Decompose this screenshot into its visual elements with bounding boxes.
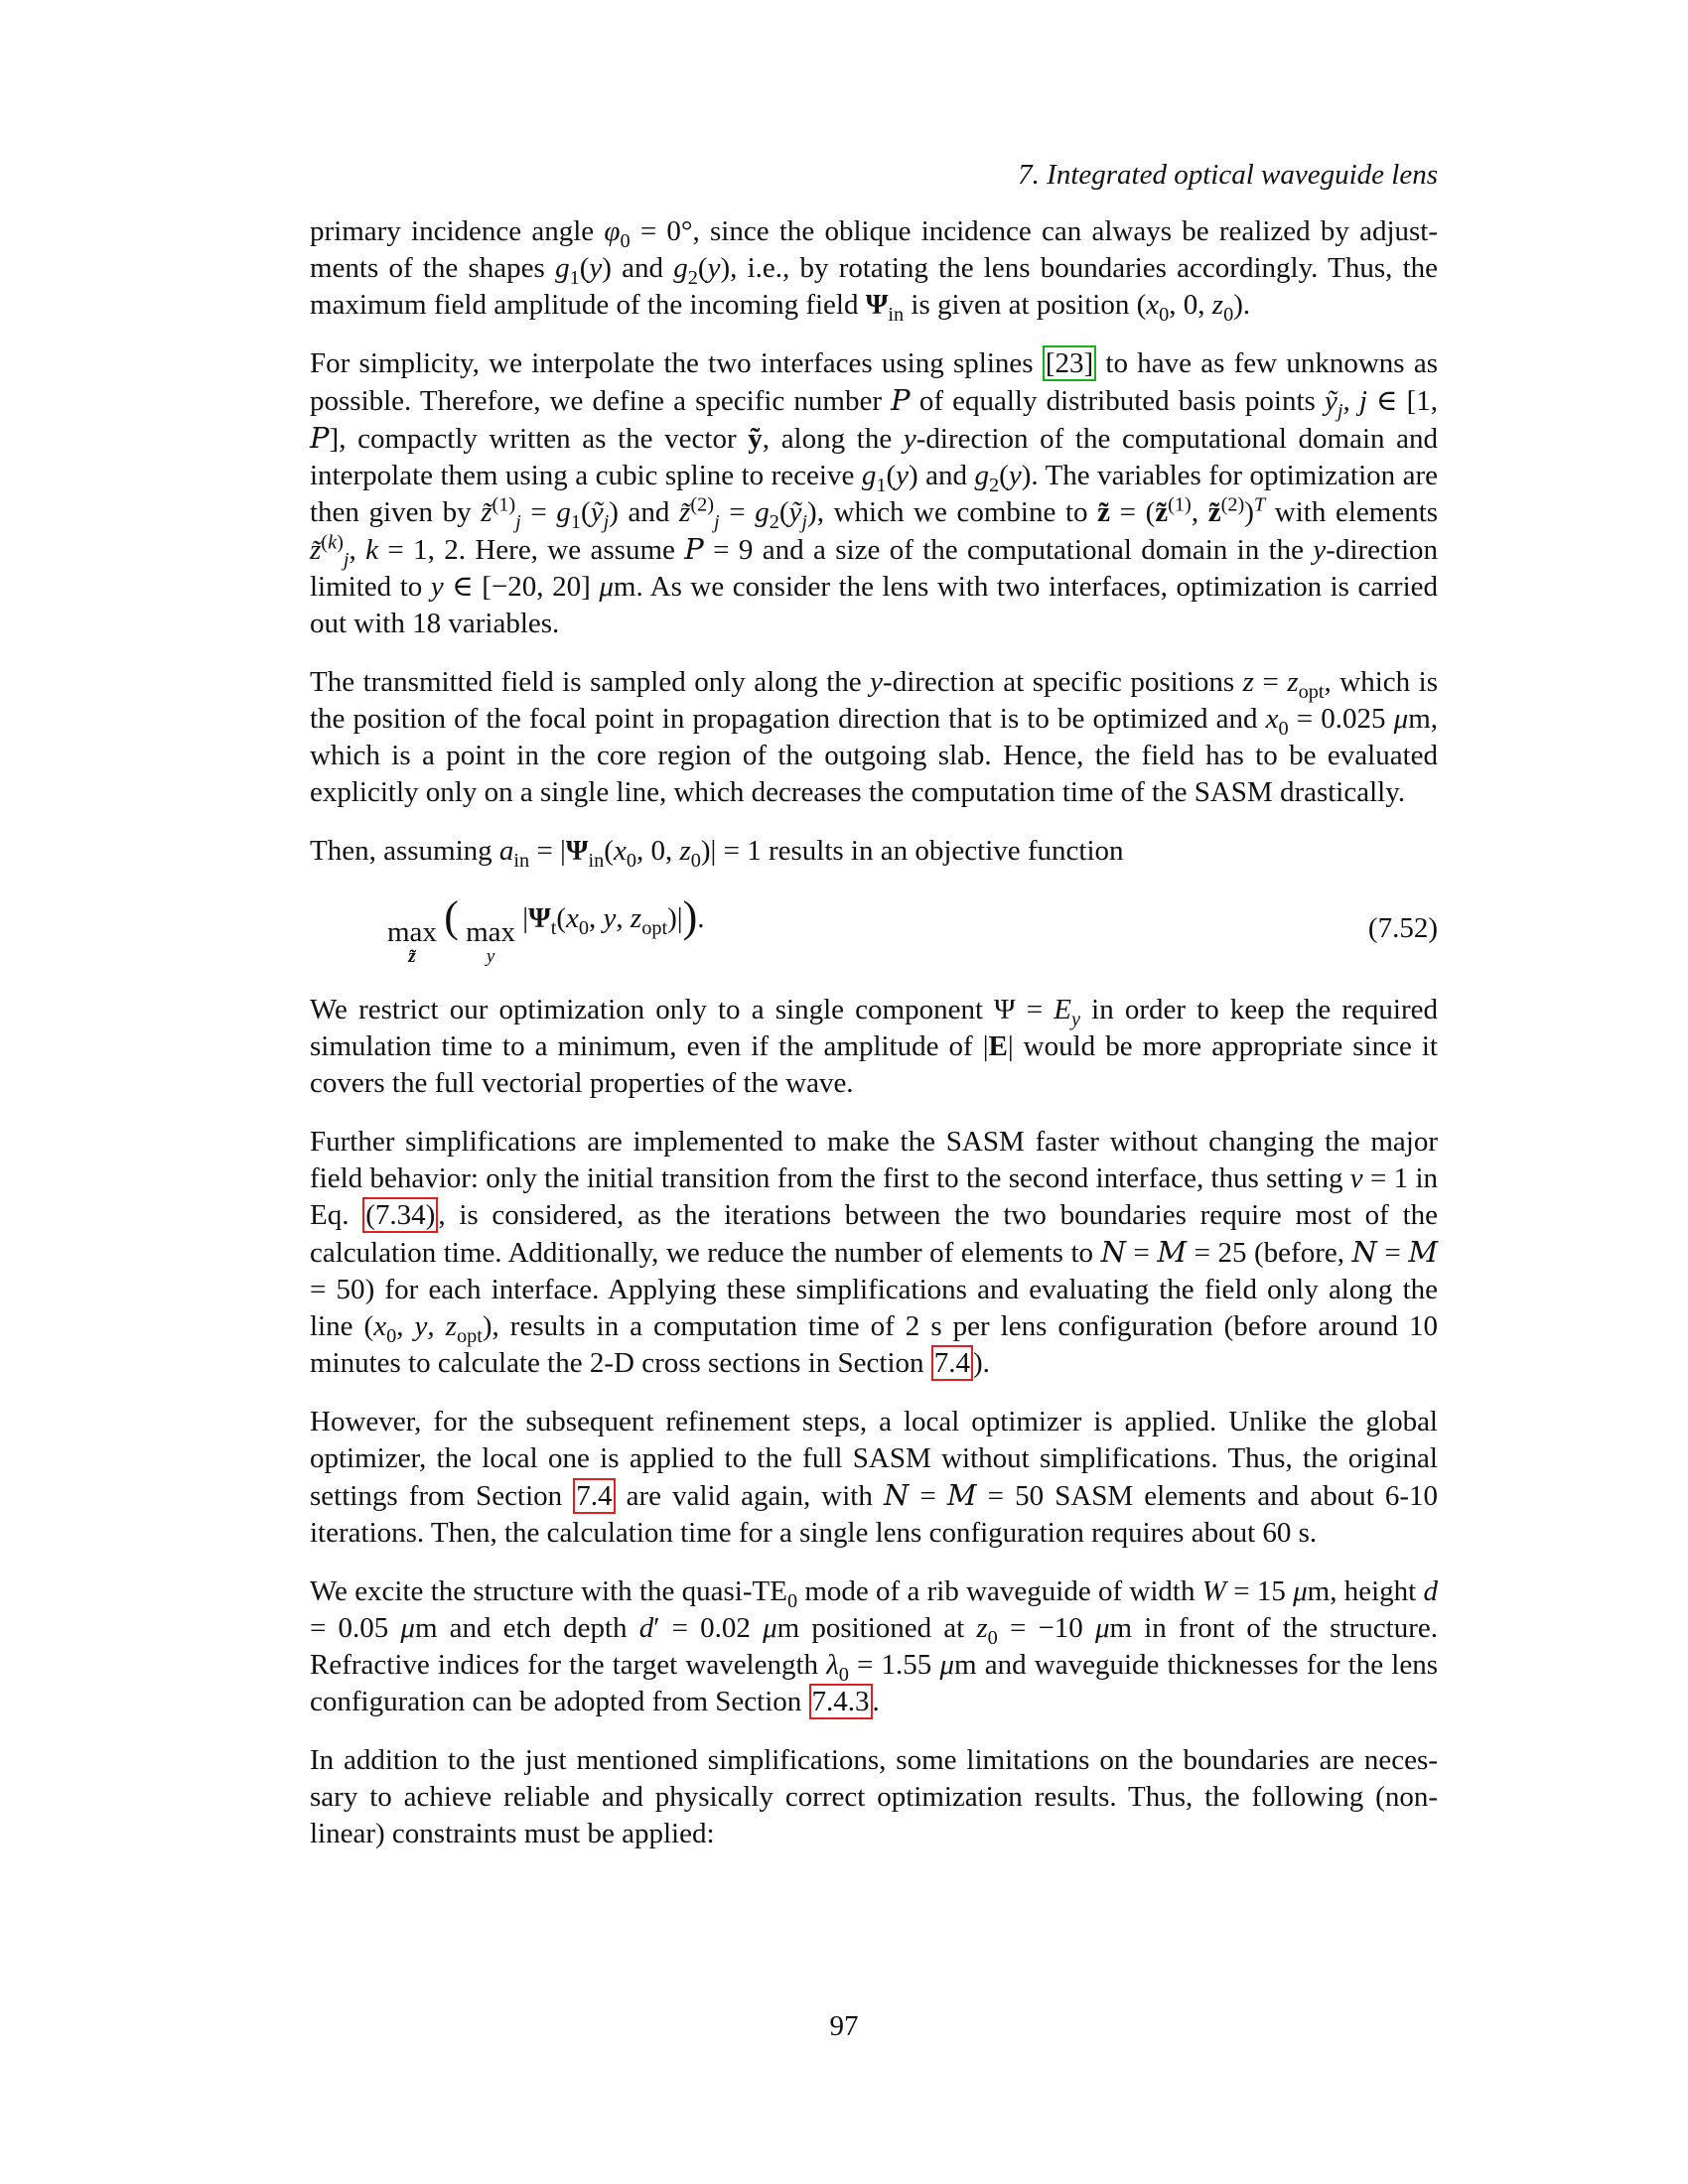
paragraph-5: We restrict our optimization only to a single component $\Psi = E_y$ in order to keep the required simulation time to a minimum, even if the amplitude of |E| would be more appropriate since it covers the full vectorial properties of the wave. bbox=[310, 994, 1438, 1099]
running-header: 7. Integrated optical waveguide lens bbox=[1018, 159, 1438, 191]
paragraph-2: For simplicity, we interpolate the two interfaces using splines [23] to have as few unknowns as possible. Therefore, we define a specific number P of equally distributed basis points ỹ$_j$, j ∈ [1, P], compactly written as the vector ỹ, along the y-direction of the computational domain and interpolate them using a cubic spline to receive $g_1(y)$ and $g_2(y)$. The variables for optimization are then given by z̃$^{(1)}_j$ = $g_1(ỹ_j)$ and z̃$^{(2)}_j$ = $g_2(ỹ_j)$, which we combine to z̃ = (z̃$^{(1)}$, z̃$^{(2)}$)$^T$ with elements z̃$^{(k)}_j$, k = 1, 2. Here, we assume P = 9 and a size of the computational domain in the y-direction limited to y ∈ [−20, 20] μm. As we consider the lens with two interfaces, optimization is carried out with 18 variables. bbox=[310, 347, 1439, 639]
equation-ref-link[interactable]: (7.34) bbox=[362, 1197, 438, 1233]
citation-link[interactable]: [23] bbox=[1043, 345, 1096, 381]
paragraph-6: Further simplifications are implemented to make the SASM faster without changing the major field behavior: only the initial transition from the first to the second interface, thus setting ν = 1 in Eq. (7.34) , is considered, as the iterations between the two boundaries require most of the calculation time. Additionally, we reduce the number of elements to N = M = 25 (before, N = M = 50) for each interface. Applying these simplifications and evaluating the field only along the line ($x_0$, y, $z_{opt}$), results in a computation time of 2 s per lens configuration (before around 10 minutes to calculate the 2-D cross sections in Section 7.4 ). bbox=[310, 1126, 1439, 1379]
page-number: 97 bbox=[829, 2010, 859, 2042]
equation-7-52 bbox=[310, 891, 1438, 966]
paragraph-8: We excite the structure with the quasi-$TE_0$ mode of a rib waveguide of width W = 15 μm, height d = 0.05 μm and etch depth d′ = 0.02 μm positioned at $z_0 = -10$ μm in front of the structure. Refractive indices for the target wavelength $\lambda_0 = 1.55$ μm and waveguide thicknesses for the lens configuration can be adopted from Section 7.4.3 . bbox=[310, 1575, 1439, 1717]
paragraph-4: Then, assuming $a_{in} = |\Psi_{in}(x_0$, 0, $z_0)| = 1$ results in an objective function bbox=[310, 835, 1124, 872]
equation-body: max z̃ ( max y $|\Psi_t(x_0$, y, $z_{opt})|$). bbox=[387, 892, 705, 967]
section-ref-link[interactable]: 7.4 bbox=[573, 1478, 615, 1514]
section-ref-link[interactable]: 7.4.3 bbox=[809, 1684, 873, 1719]
paragraph-3: The transmitted field is sampled only along the y-direction at specific positions $z = z_{opt}$, which is the position of the focal point in propagation direction that is to be optimized and $x_0 = 0.025$ μm, which is a point in the core region of the outgoing slab. Hence, the field has to be evaluated explicitly only on a single line, which decreases the computation time of the SASM drastically. bbox=[310, 666, 1439, 808]
paragraph-1: primary incidence angle $\varphi_0 = 0^\circ$, since the oblique incidence can always be realized by adjust-ments of the shapes $g_1(y)$ and $g_2(y)$, i.e., by rotating the lens boundaries accordingly. Thus, the maximum field amplitude of the incoming field $\Psi_{in}$ is given at position ($x_0$, 0, $z_0$). bbox=[310, 215, 1439, 326]
section-ref-link[interactable]: 7.4 bbox=[931, 1345, 973, 1381]
paragraph-7: However, for the subsequent refinement steps, a local optimizer is applied. Unlike the global optimizer, the local one is applied to the full SASM without simplifications. Thus, the original settings from Section 7.4 are valid again, with N = M = 50 SASM elements and about 6-10 iterations. Then, the calculation time for a single lens configuration requires about 60 s. bbox=[310, 1406, 1439, 1549]
paragraph-9: In addition to the just mentioned simplifications, some limitations on the boundaries are neces-sary to achieve reliable and physically correct optimization results. Thus, the following (non-linear) constraints must be applied: bbox=[310, 1744, 1438, 1849]
equation-number: (7.52) bbox=[1367, 912, 1438, 944]
page-body bbox=[310, 159, 1438, 1874]
